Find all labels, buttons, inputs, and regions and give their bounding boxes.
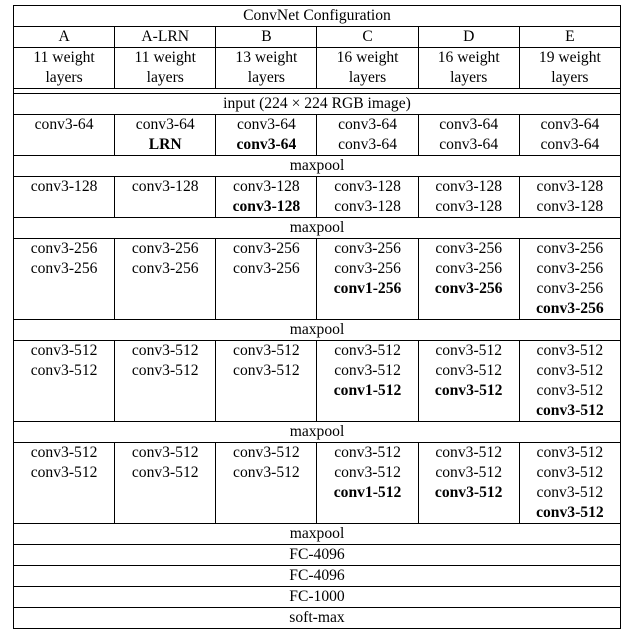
layer-label: conv3-512 xyxy=(334,444,401,461)
layer-block-row xyxy=(14,443,621,524)
layer-label: conv3-128 xyxy=(536,198,604,215)
layer-cell-e xyxy=(519,115,620,156)
layer-cell-b xyxy=(216,239,317,320)
layer-label: conv3-512 xyxy=(536,444,604,461)
layer-cell-a-lrn xyxy=(115,115,216,156)
layer-label: conv3-256 xyxy=(435,240,503,257)
layer-label: conv3-128 xyxy=(30,178,98,195)
layer-cell-d xyxy=(418,177,519,218)
layer-label: conv3-512 xyxy=(233,464,300,481)
layer-label: conv3-128 xyxy=(131,178,199,195)
layer-cell-c xyxy=(317,239,418,320)
maxpool-row xyxy=(14,320,621,341)
depth-cell-d xyxy=(418,48,519,89)
column-name-d: D xyxy=(418,27,519,48)
added-layer-label: conv3-256 xyxy=(434,280,503,297)
column-name-e: E xyxy=(519,27,620,48)
layer-cell-e xyxy=(519,177,620,218)
layer-label: conv3-64 xyxy=(236,116,296,133)
depth-cell-e xyxy=(519,48,620,89)
layer-label: conv3-512 xyxy=(334,342,401,359)
layer-block-row xyxy=(14,177,621,218)
layer-label: conv3-512 xyxy=(30,444,98,461)
column-name-b: B xyxy=(216,27,317,48)
layer-cell-a xyxy=(14,341,115,422)
title-row xyxy=(14,6,621,27)
layer-label: conv3-512 xyxy=(536,484,604,501)
layer-label: conv3-256 xyxy=(536,280,604,297)
layer-label: conv3-128 xyxy=(435,198,503,215)
layer-label: conv3-128 xyxy=(334,198,401,215)
column-name-row xyxy=(14,27,621,48)
depth-count: 11 weight xyxy=(33,49,95,66)
maxpool-label: maxpool xyxy=(14,422,621,443)
layer-block-row xyxy=(14,115,621,156)
layer-label: conv3-256 xyxy=(435,260,503,277)
layer-label: conv3-512 xyxy=(131,464,199,481)
layer-label: conv3-64 xyxy=(338,116,397,133)
layer-cell-a xyxy=(14,443,115,524)
layer-cell-a-lrn xyxy=(115,239,216,320)
depth-cell-b xyxy=(216,48,317,89)
added-layer-label: conv3-128 xyxy=(232,198,301,215)
added-layer-label: conv3-512 xyxy=(434,484,503,501)
layer-cell-c xyxy=(317,443,418,524)
layer-cell-a-lrn xyxy=(115,341,216,422)
layer-cell-d xyxy=(418,341,519,422)
tail-layer-row xyxy=(14,566,621,587)
layer-cell-a xyxy=(14,239,115,320)
layer-label: conv3-256 xyxy=(131,260,199,277)
layer-label: conv3-512 xyxy=(536,464,604,481)
layer-label: conv3-128 xyxy=(536,178,604,195)
layer-label: conv3-256 xyxy=(30,260,98,277)
layer-label: conv3-512 xyxy=(536,342,604,359)
tail-layer-label: soft-max xyxy=(14,608,621,629)
layer-label: conv3-256 xyxy=(233,240,300,257)
depth-count: 11 weight xyxy=(134,49,196,66)
layer-label: conv3-512 xyxy=(30,342,98,359)
input-label: input (224 × 224 RGB image) xyxy=(14,94,621,115)
layer-label: conv3-256 xyxy=(334,240,401,257)
layer-cell-d xyxy=(418,115,519,156)
added-layer-label: conv3-512 xyxy=(434,382,503,399)
layer-cell-c xyxy=(317,115,418,156)
layer-label: conv3-512 xyxy=(435,362,503,379)
layer-label: conv3-128 xyxy=(435,178,503,195)
tail-layer-label: FC-4096 xyxy=(14,566,621,587)
layer-cell-c xyxy=(317,177,418,218)
depth-unit: layers xyxy=(450,69,488,86)
depth-unit: layers xyxy=(247,69,285,86)
layer-cell-a-lrn xyxy=(115,177,216,218)
layer-label: conv3-64 xyxy=(540,136,600,153)
layer-label: conv3-512 xyxy=(131,342,199,359)
layer-label: conv3-512 xyxy=(233,342,300,359)
layer-block-row xyxy=(14,341,621,422)
layer-label: conv3-128 xyxy=(233,178,300,195)
table-title: ConvNet Configuration xyxy=(14,6,621,27)
layer-label: conv3-64 xyxy=(338,136,397,153)
maxpool-row xyxy=(14,218,621,239)
layer-label: conv3-512 xyxy=(536,362,604,379)
layer-label: conv3-64 xyxy=(135,116,195,133)
added-layer-label: conv3-512 xyxy=(536,504,604,521)
depth-count: 16 weight xyxy=(336,49,399,66)
depth-count: 19 weight xyxy=(538,49,601,66)
layer-label: conv3-512 xyxy=(435,342,503,359)
maxpool-label: maxpool xyxy=(14,320,621,341)
depth-unit: layers xyxy=(348,69,387,86)
layer-label: conv3-512 xyxy=(131,362,199,379)
input-row xyxy=(14,94,621,115)
layer-label: conv3-512 xyxy=(435,464,503,481)
layer-label: conv3-256 xyxy=(30,240,98,257)
added-layer-label: conv1-512 xyxy=(333,382,402,399)
tail-layer-label: FC-1000 xyxy=(14,587,621,608)
layer-label: conv3-512 xyxy=(233,362,300,379)
tail-layer-label: FC-4096 xyxy=(14,545,621,566)
layer-cell-b xyxy=(216,177,317,218)
column-name-a: A xyxy=(14,27,115,48)
layer-label: conv3-512 xyxy=(334,464,401,481)
layer-label: conv3-512 xyxy=(334,362,401,379)
depth-count: 16 weight xyxy=(437,49,500,66)
depth-count: 13 weight xyxy=(235,49,298,66)
layer-cell-a-lrn xyxy=(115,443,216,524)
maxpool-label: maxpool xyxy=(14,156,621,177)
column-name-c: C xyxy=(317,27,418,48)
maxpool-row xyxy=(14,524,621,545)
layer-cell-e xyxy=(519,443,620,524)
table-body xyxy=(14,6,621,629)
added-layer-label: conv1-256 xyxy=(333,280,402,297)
convnet-configuration-table xyxy=(13,5,621,629)
maxpool-row xyxy=(14,422,621,443)
layer-cell-b xyxy=(216,341,317,422)
added-layer-label: conv3-512 xyxy=(536,402,604,419)
layer-label: conv3-512 xyxy=(131,444,199,461)
layer-cell-b xyxy=(216,115,317,156)
layer-label: conv3-128 xyxy=(334,178,401,195)
layer-label: conv3-256 xyxy=(536,260,604,277)
layer-cell-e xyxy=(519,341,620,422)
layer-cell-e xyxy=(519,239,620,320)
depth-row xyxy=(14,48,621,89)
layer-cell-c xyxy=(317,341,418,422)
layer-label: conv3-256 xyxy=(536,240,604,257)
layer-label: conv3-64 xyxy=(540,116,600,133)
layer-cell-a xyxy=(14,177,115,218)
layer-label: conv3-512 xyxy=(536,382,604,399)
layer-label: conv3-512 xyxy=(30,362,98,379)
layer-label: conv3-256 xyxy=(334,260,401,277)
layer-label: conv3-512 xyxy=(233,444,300,461)
depth-cell-c xyxy=(317,48,418,89)
added-layer-label: conv1-512 xyxy=(333,484,402,501)
layer-label: conv3-64 xyxy=(34,116,94,133)
layer-label: conv3-512 xyxy=(30,464,98,481)
depth-unit: layers xyxy=(45,69,83,86)
maxpool-label: maxpool xyxy=(14,524,621,545)
added-layer-label: conv3-64 xyxy=(236,136,297,153)
layer-label: conv3-64 xyxy=(439,116,499,133)
layer-cell-b xyxy=(216,443,317,524)
layer-cell-d xyxy=(418,443,519,524)
added-layer-label: LRN xyxy=(148,136,182,153)
tail-layer-row xyxy=(14,545,621,566)
layer-cell-a xyxy=(14,115,115,156)
layer-label: conv3-64 xyxy=(439,136,499,153)
layer-cell-d xyxy=(418,239,519,320)
layer-label: conv3-256 xyxy=(131,240,199,257)
maxpool-row xyxy=(14,156,621,177)
layer-label: conv3-256 xyxy=(233,260,300,277)
depth-unit: layers xyxy=(146,69,184,86)
layer-block-row xyxy=(14,239,621,320)
depth-unit: layers xyxy=(551,69,589,86)
maxpool-label: maxpool xyxy=(14,218,621,239)
tail-layer-row xyxy=(14,608,621,629)
depth-cell-a xyxy=(14,48,115,89)
added-layer-label: conv3-256 xyxy=(536,300,604,317)
tail-layer-row xyxy=(14,587,621,608)
column-name-a-lrn: A-LRN xyxy=(115,27,216,48)
layer-label: conv3-512 xyxy=(435,444,503,461)
depth-cell-a-lrn xyxy=(115,48,216,89)
